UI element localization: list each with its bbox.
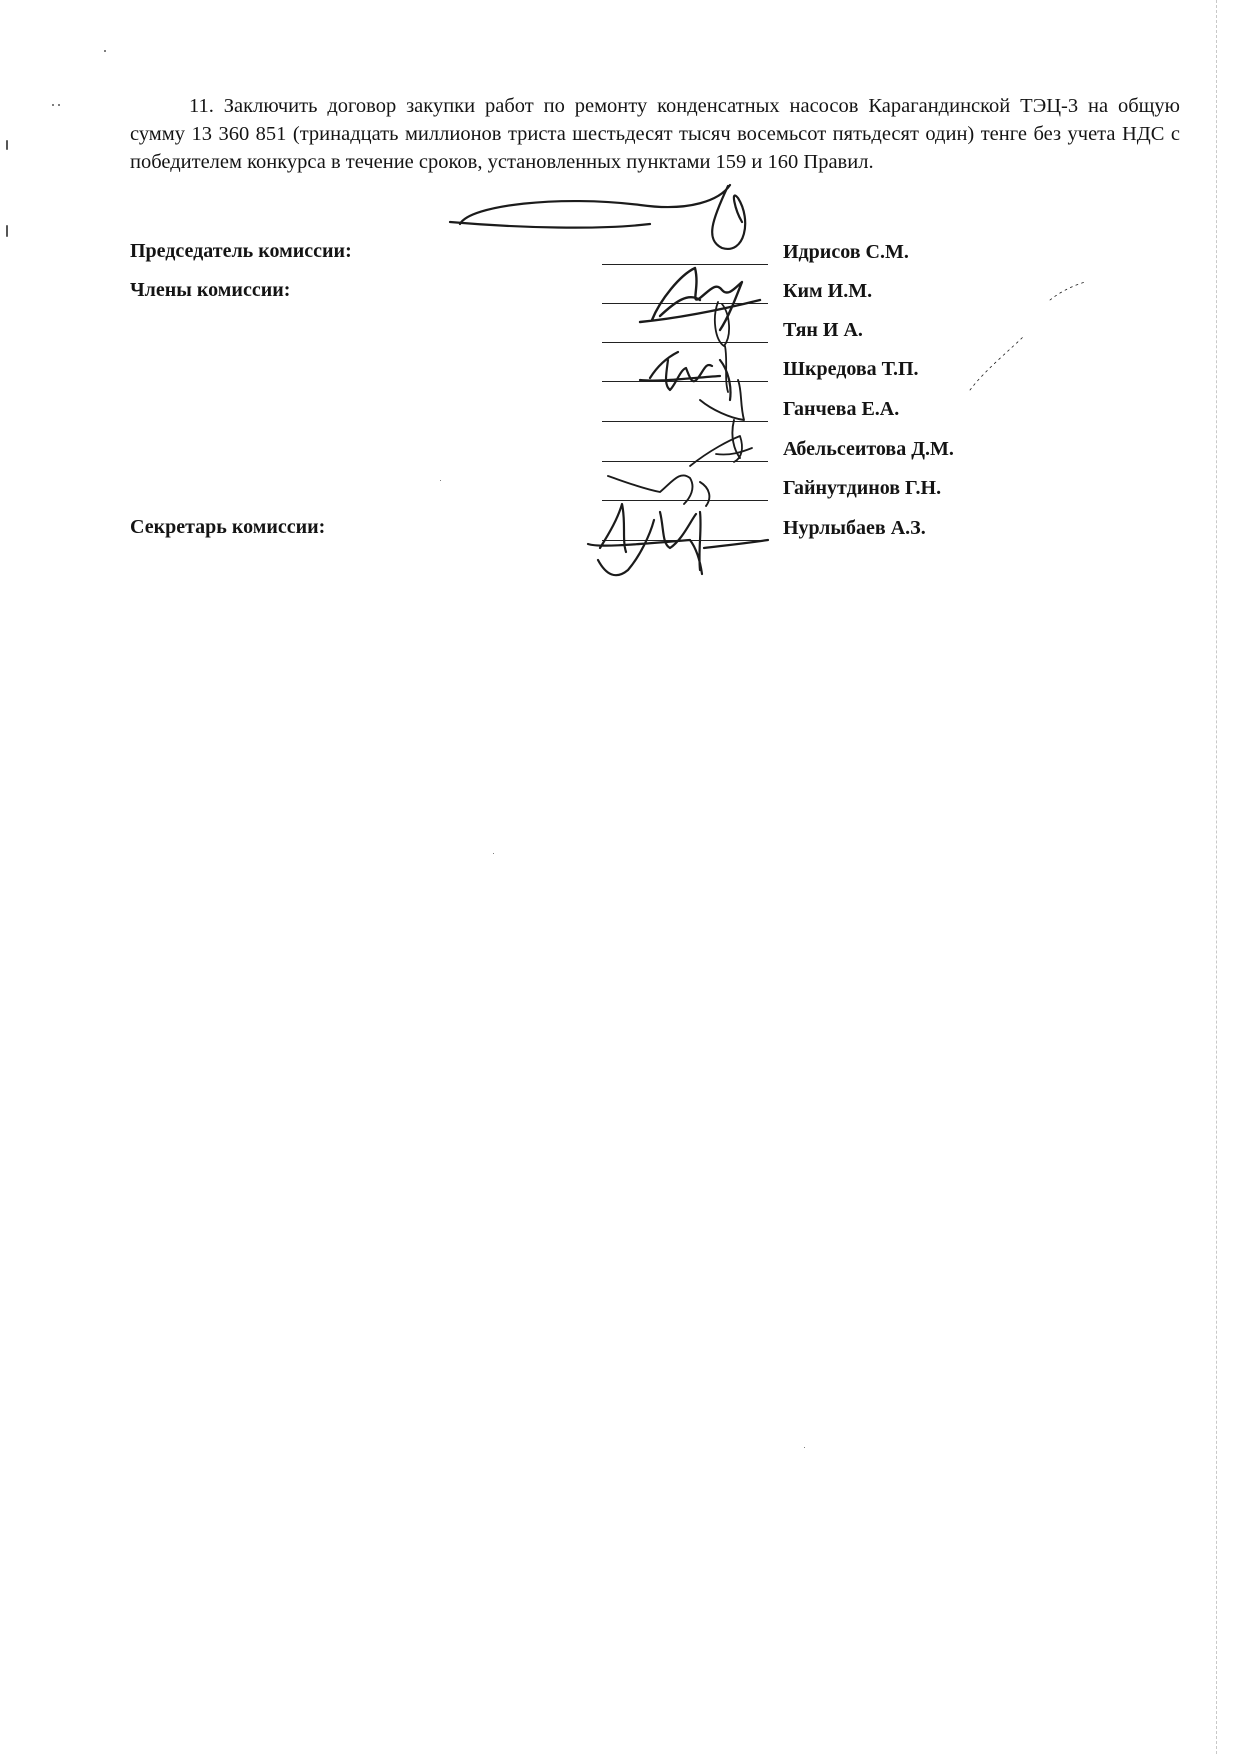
decision-paragraph: 11. Заключить договор закупки работ по ремонту конденсатных насосов Карагандинской ТЭЦ-3 на общую сумму 13 360 851 (тринадцать миллионов триста шестьдесят тысяч восемьсот пятьдесят один) тенге без учета НДС с победителем конкурса в течение сроков, установленных пунктами 159 и 160 Правил. — [130, 95, 1180, 173]
scan-speck — [6, 140, 8, 150]
member-name: Ганчева Е.А. — [783, 398, 900, 420]
scan-artifact-strokes — [970, 282, 1085, 390]
signature-member-2 — [715, 302, 729, 392]
scan-speck — [52, 104, 54, 106]
signature-line-chairman — [602, 264, 768, 265]
signature-member-4 — [700, 380, 744, 458]
secretary-name: Нурлыбаев А.З. — [783, 517, 926, 539]
signature-chairman — [450, 185, 745, 249]
signature-member-1 — [640, 268, 760, 330]
signature-line-member-4 — [602, 421, 768, 422]
secretary-label: Секретарь комиссии: — [130, 516, 326, 538]
scan-speck — [104, 50, 106, 52]
signature-line-member-6 — [602, 500, 768, 501]
scan-speck — [493, 853, 494, 854]
scan-speck — [440, 480, 441, 481]
member-name: Гайнутдинов Г.Н. — [783, 477, 942, 499]
member-name: Шкредова Т.П. — [783, 358, 919, 380]
signature-line-member-2 — [602, 342, 768, 343]
member-name: Тян И А. — [783, 319, 863, 341]
scan-speck — [58, 104, 60, 106]
chairman-name: Идрисов С.М. — [783, 241, 909, 263]
signature-line-member-5 — [602, 461, 768, 462]
signature-line-secretary — [602, 540, 768, 541]
member-name: Абельсеитова Д.М. — [783, 438, 954, 460]
scan-speck — [6, 225, 8, 237]
members-label: Члены комиссии: — [130, 279, 291, 301]
scan-edge-line — [1216, 0, 1218, 1754]
signature-member-6 — [608, 475, 709, 506]
scan-speck — [804, 1447, 805, 1448]
signature-line-member-3 — [602, 381, 768, 382]
signature-member-3 — [640, 352, 731, 400]
chairman-label: Председатель комиссии: — [130, 240, 352, 262]
signature-line-member-1 — [602, 303, 768, 304]
member-name: Ким И.М. — [783, 280, 873, 302]
